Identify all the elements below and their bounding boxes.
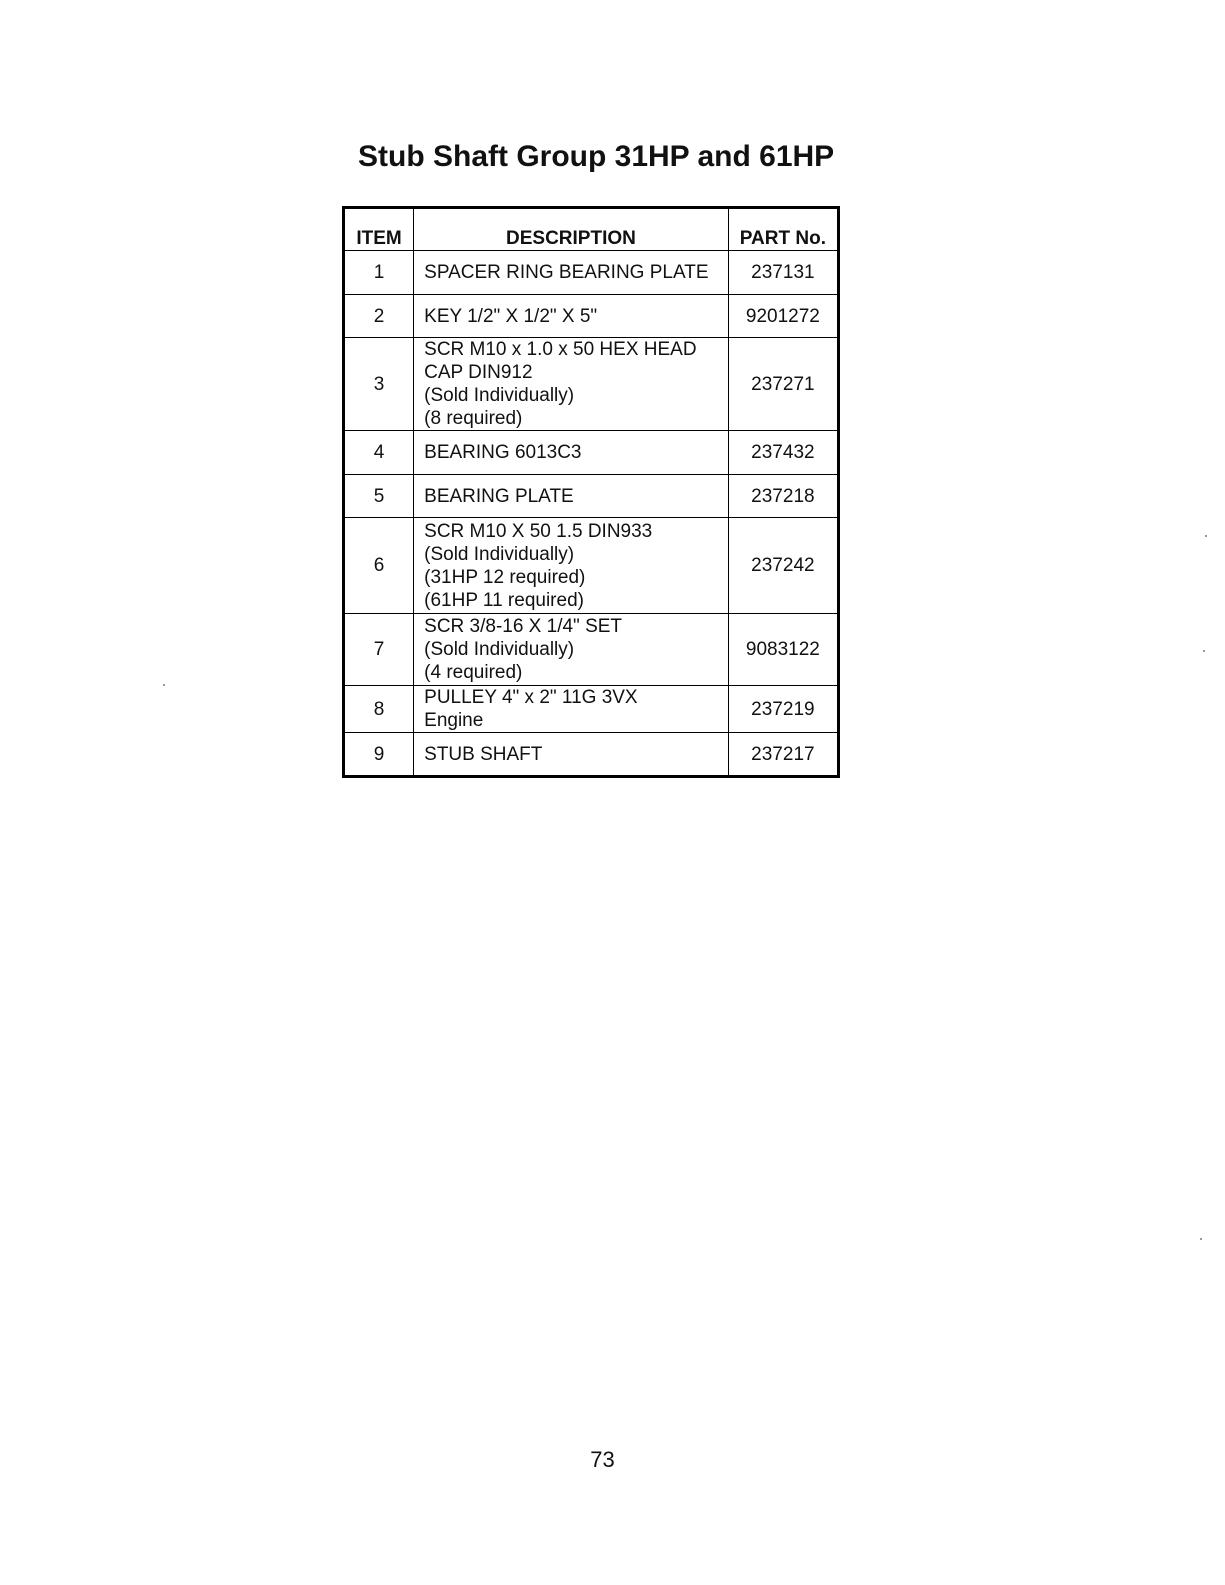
column-header-item: ITEM: [344, 208, 414, 251]
description-cell: [414, 686, 729, 733]
table-row: [344, 686, 839, 733]
part-number-cell: 237271: [728, 338, 838, 431]
description-line: SPACER RING BEARING PLATE: [424, 262, 709, 283]
part-number-cell: 9083122: [728, 614, 838, 686]
table-row: [344, 475, 839, 518]
description-line: (Sold Individually): [424, 543, 575, 565]
description-line: BEARING 6013C3: [424, 442, 582, 463]
table-row: [344, 251, 839, 295]
part-number-cell: 237242: [728, 518, 838, 614]
description-cell: [414, 733, 729, 777]
description-line: SCR 3/8-16 X 1/4" SET: [424, 616, 623, 637]
parts-table-body: [344, 251, 839, 777]
item-number-cell: 2: [344, 295, 414, 338]
description-line: (31HP 12 required): [424, 566, 586, 588]
table-row: [344, 295, 839, 338]
page-title: Stub Shaft Group 31HP and 61HP: [358, 140, 835, 173]
page-number: 73: [590, 1447, 615, 1472]
part-number-cell: 9201272: [728, 295, 838, 338]
description-cell: [414, 475, 729, 518]
table-row: [344, 733, 839, 777]
description-line: PULLEY 4" x 2" 11G 3VX: [424, 687, 638, 708]
item-number-cell: 6: [344, 518, 414, 614]
item-number-cell: 8: [344, 686, 414, 733]
scan-speck: [1200, 1238, 1202, 1240]
column-header-part-no: PART No.: [728, 208, 838, 251]
description-cell: [414, 518, 729, 614]
description-line: (Sold Individually): [424, 385, 575, 406]
description-line: (4 required): [424, 662, 523, 683]
part-number-cell: 237219: [728, 686, 838, 733]
description-line: (61HP 11 required): [424, 589, 584, 611]
scan-speck: [1205, 535, 1207, 537]
part-number-cell: 237131: [728, 251, 838, 295]
item-number-cell: 7: [344, 614, 414, 686]
description-line: (Sold Individually): [424, 639, 575, 660]
table-row: [344, 338, 839, 431]
description-line: SCR M10 x 1.0 x 50 HEX HEAD: [424, 339, 697, 360]
description-cell: [414, 295, 729, 338]
description-cell: [414, 338, 729, 431]
parts-table: [342, 206, 840, 778]
description-line: CAP DIN912: [424, 362, 533, 383]
description-cell: [414, 614, 729, 686]
table-row: [344, 431, 839, 475]
description-line: (8 required): [424, 408, 523, 429]
part-number-cell: 237432: [728, 431, 838, 475]
item-number-cell: 3: [344, 338, 414, 431]
item-number-cell: 9: [344, 733, 414, 777]
description-line: SCR M10 X 50 1.5 DIN933: [424, 520, 653, 542]
table-row: [344, 614, 839, 686]
description-line: STUB SHAFT: [424, 743, 543, 765]
scan-speck: [163, 684, 165, 686]
column-header-description: DESCRIPTION: [414, 208, 729, 251]
part-number-cell: 237218: [728, 475, 838, 518]
item-number-cell: 1: [344, 251, 414, 295]
description-line: Engine: [424, 710, 484, 731]
description-cell: [414, 431, 729, 475]
description-line: BEARING PLATE: [424, 485, 574, 507]
scan-speck: [1203, 650, 1205, 652]
part-number-cell: 237217: [728, 733, 838, 777]
description-cell: [414, 251, 729, 295]
table-row: [344, 518, 839, 614]
description-line: KEY 1/2" X 1/2" X 5": [424, 305, 598, 327]
item-number-cell: 5: [344, 475, 414, 518]
table-header-row: [344, 208, 839, 251]
item-number-cell: 4: [344, 431, 414, 475]
